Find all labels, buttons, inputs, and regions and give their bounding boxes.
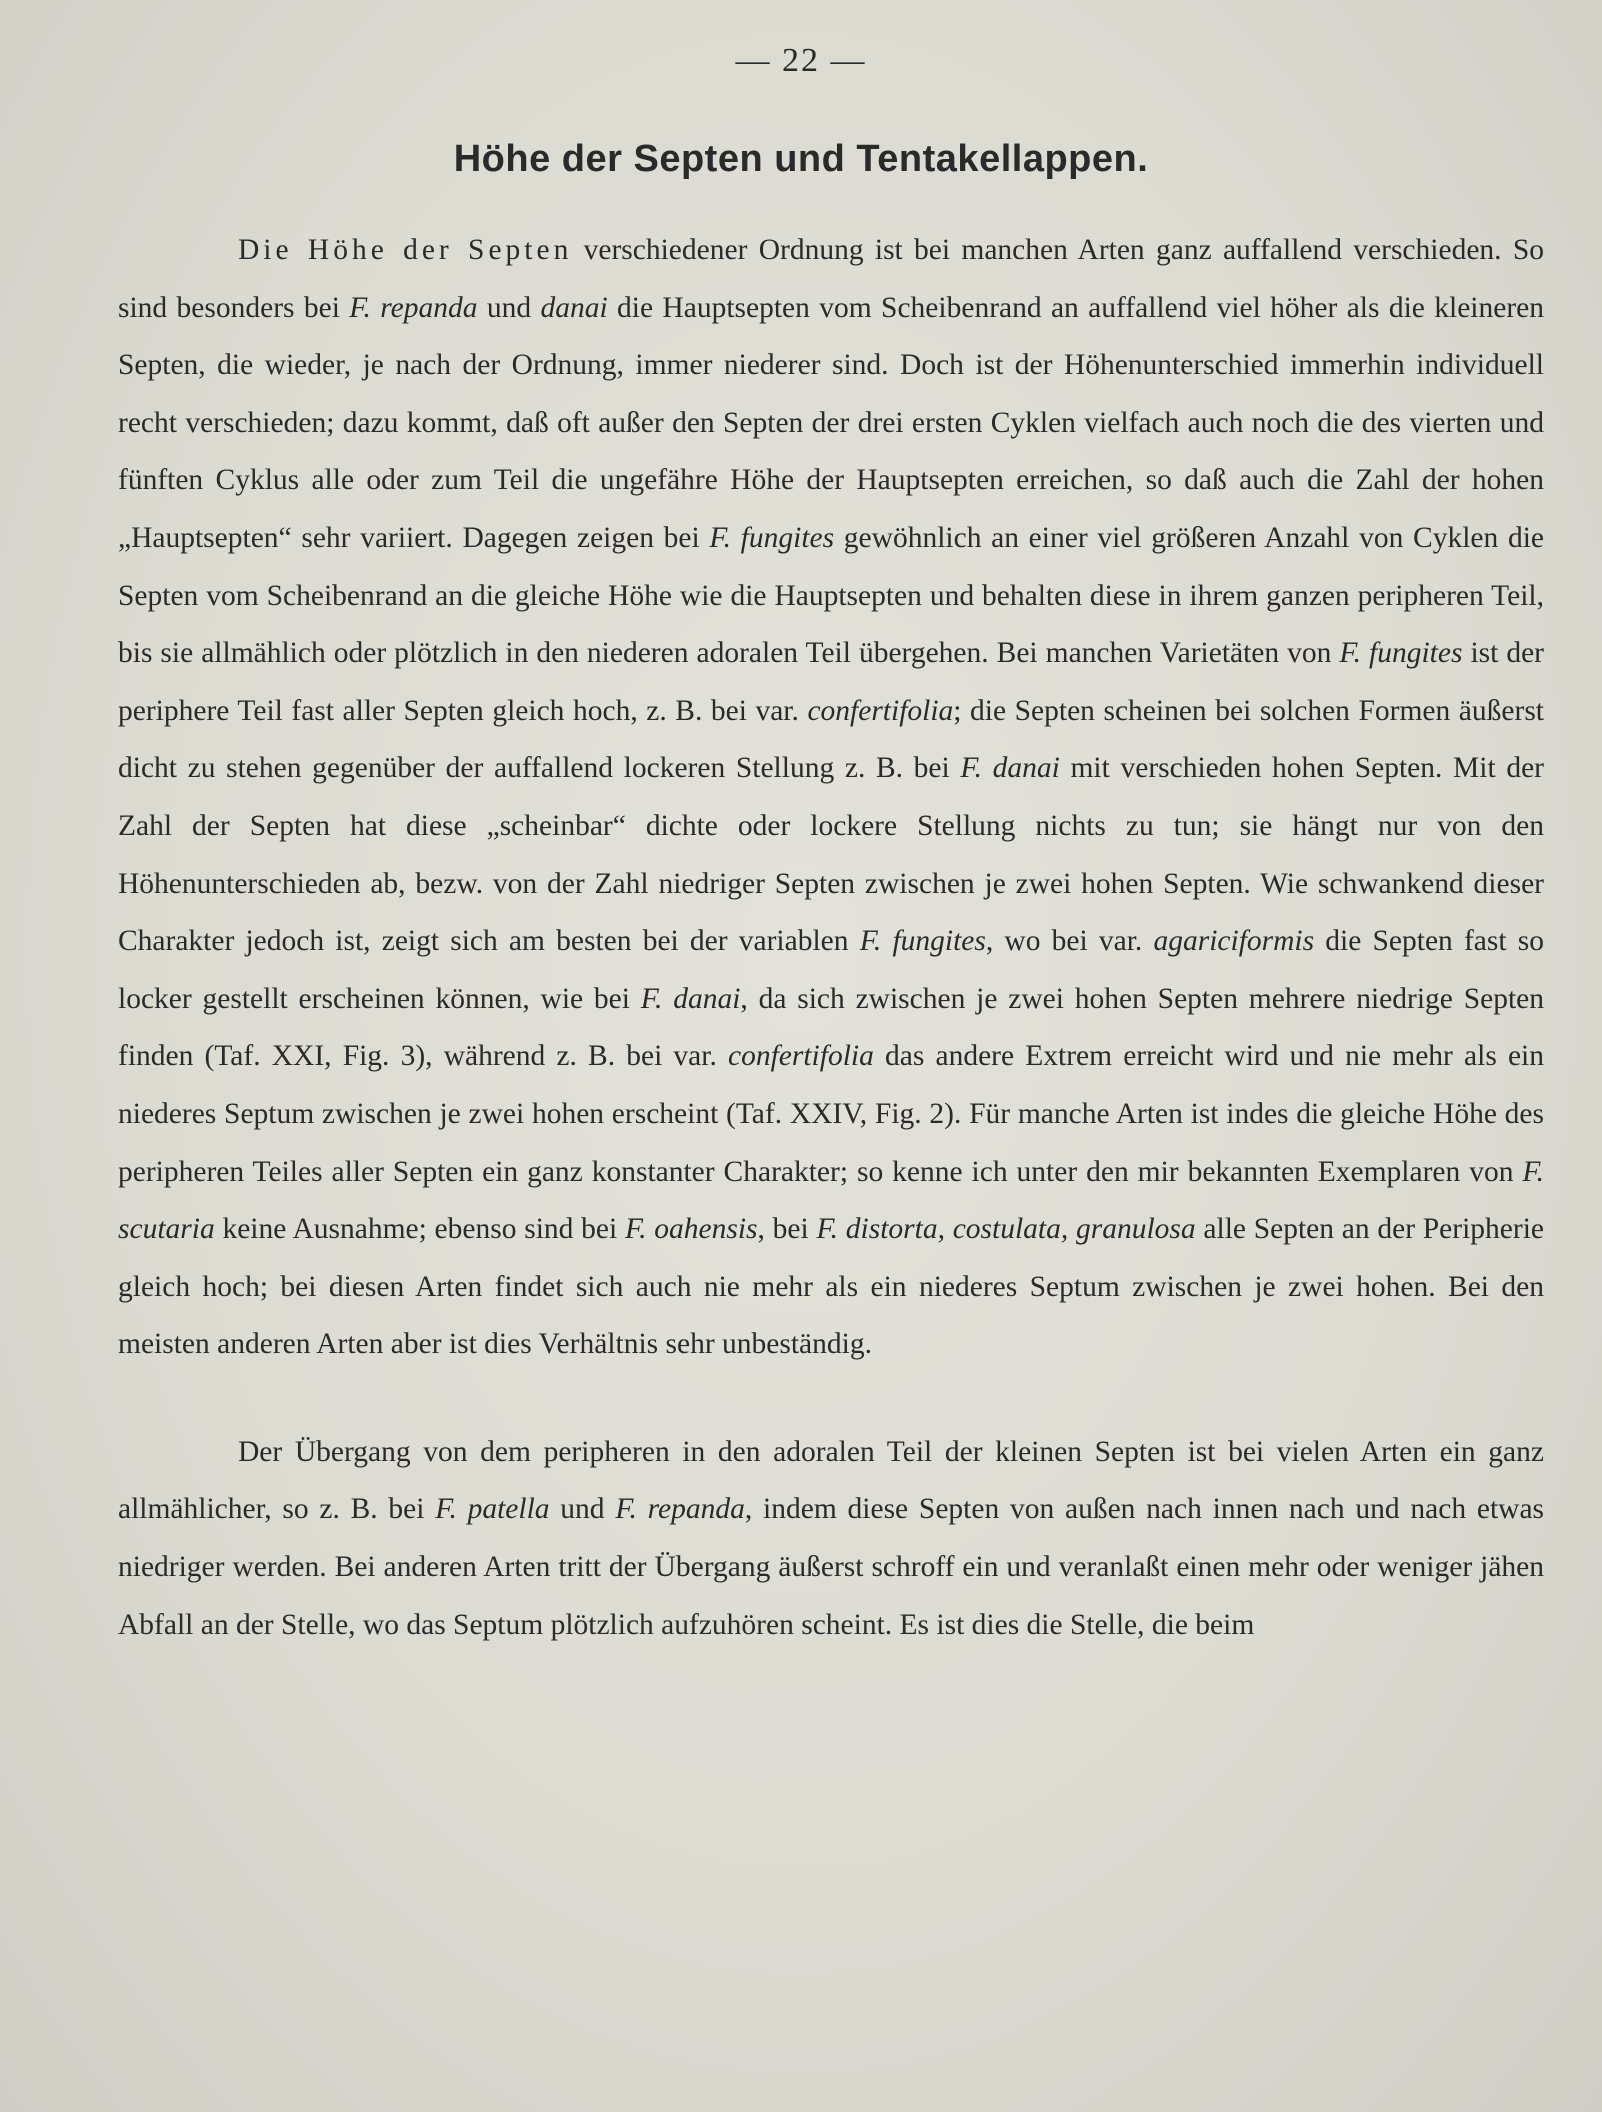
text-run: die Septen fast so locker gestellt erscheinen können, wie bei bbox=[118, 925, 1544, 1015]
text-run: das andere Extrem erreicht wird und nie mehr als ein niederes Septum zwischen je zwei hohen erscheint (Taf. XXIV, Fig. 2). Für manche Arten ist indes die gleiche Höhe des peripheren Teiles aller Septen ein ganz konstanter Charakter; so kenne ich unter den mir bekannten Exemplaren von bbox=[118, 1040, 1544, 1188]
species-name: danai bbox=[540, 291, 608, 324]
emphasis-spaced: Die Höhe der Septen bbox=[238, 234, 573, 266]
text-run: , indem diese Septen von außen nach innen nach und nach etwas niedriger werden. Bei anderen Arten tritt der Übergang äußerst schroff ein und veranlaßt einen mehr oder weniger jähen Abfall an der Stelle, wo das Septum plötzlich aufzuhören scheint. Es ist dies die Stelle, die beim bbox=[118, 1493, 1545, 1641]
text-run: alle Septen an der Peripherie gleich hoch; bei diesen Arten findet sich auch nie mehr als ein niederes Septum zwischen je zwei hohen. Bei den meisten anderen Arten aber ist dies Verhältnis sehr unbeständig. bbox=[118, 1213, 1544, 1361]
text-run: , wo bei var. bbox=[985, 925, 1154, 958]
species-name: F. fungites bbox=[709, 521, 835, 554]
species-name: confertifolia bbox=[807, 694, 954, 727]
text-run: , da sich zwischen je zwei hohen Septen mehrere niedrige Septen finden (Taf. XXI, Fig. 3), während z. B. bei var. bbox=[118, 982, 1544, 1073]
species-name: confertifolia bbox=[728, 1040, 874, 1073]
paragraph-1 bbox=[118, 222, 1544, 1374]
species-name: F. repanda bbox=[615, 1493, 745, 1526]
text-run: , bei bbox=[757, 1213, 817, 1246]
species-name: agariciformis bbox=[1153, 925, 1315, 958]
species-name: F. patella bbox=[435, 1493, 550, 1526]
text-run: mit verschieden hohen Septen. Mit der Zahl der Septen hat diese „scheinbar“ dichte oder lockere Stellung nichts zu tun; sie hängt nur von den Höhenunterschieden ab, bezw. von der Zahl niedriger Septen zwischen je zwei hohen Septen. Wie schwankend dieser Charakter jedoch ist, zeigt sich am besten bei der variablen bbox=[118, 752, 1544, 958]
text-run: verschiedener Ordnung ist bei manchen Arten ganz auffallend verschieden. So sind besonders bei bbox=[118, 234, 1544, 324]
paragraph-2 bbox=[118, 1424, 1544, 1654]
species-name: F. fungites bbox=[859, 925, 986, 958]
species-name: F. distorta, costulata, granulosa bbox=[816, 1213, 1196, 1246]
text-run: ist der periphere Teil fast aller Septen gleich hoch, z. B. bei var. bbox=[118, 637, 1544, 727]
text-run: und bbox=[477, 291, 541, 324]
species-name: F. fungites bbox=[1339, 637, 1463, 670]
text-run: keine Ausnahme; ebenso sind bei bbox=[214, 1213, 625, 1246]
page-number: — 22 — bbox=[735, 42, 867, 79]
species-name: F. oahensis bbox=[624, 1213, 758, 1246]
text-run: gewöhnlich an einer viel größeren Anzahl von Cyklen die Septen vom Scheibenrand an die gleiche Höhe wie die Hauptsepten und behalten diese in ihrem ganzen peripheren Teil, bis sie allmählich oder plötzlich in den niederen adoralen Teil übergehen. Bei manchen Varietäten von bbox=[118, 521, 1544, 670]
text-run: und bbox=[549, 1493, 616, 1526]
text-run: die Hauptsepten vom Scheibenrand an auffallend viel höher als die kleineren Septen, die wieder, je nach der Ordnung, immer niederer sind. Doch ist der Höhenunterschied immerhin individuell recht verschieden; dazu kommt, daß oft außer den Septen der drei ersten Cyklen vielfach auch noch die des vierten und fünften Cyklus alle oder zum Teil die ungefähre Höhe der Hauptsepten erreichen, so daß auch die Zahl der hohen „Hauptsepten“ sehr variiert. Dagegen zeigen bei bbox=[118, 291, 1544, 554]
text-run: Der Übergang von dem peripheren in den adoralen Teil der kleinen Septen ist bei vielen Arten ein ganz allmählicher, so z. B. bei bbox=[118, 1435, 1544, 1526]
body-text bbox=[118, 222, 1544, 1654]
text-run: ; die Septen scheinen bei solchen Formen äußerst dicht zu stehen gegenüber der auffallend lockeren Stellung z. B. bei bbox=[118, 694, 1544, 785]
species-name: F. repanda bbox=[349, 291, 478, 324]
species-name: F. danai bbox=[960, 752, 1060, 785]
section-heading: Höhe der Septen und Tentakellappen. bbox=[453, 138, 1149, 180]
species-name: F. danai bbox=[640, 982, 741, 1015]
species-name: F. scutaria bbox=[118, 1155, 1544, 1246]
